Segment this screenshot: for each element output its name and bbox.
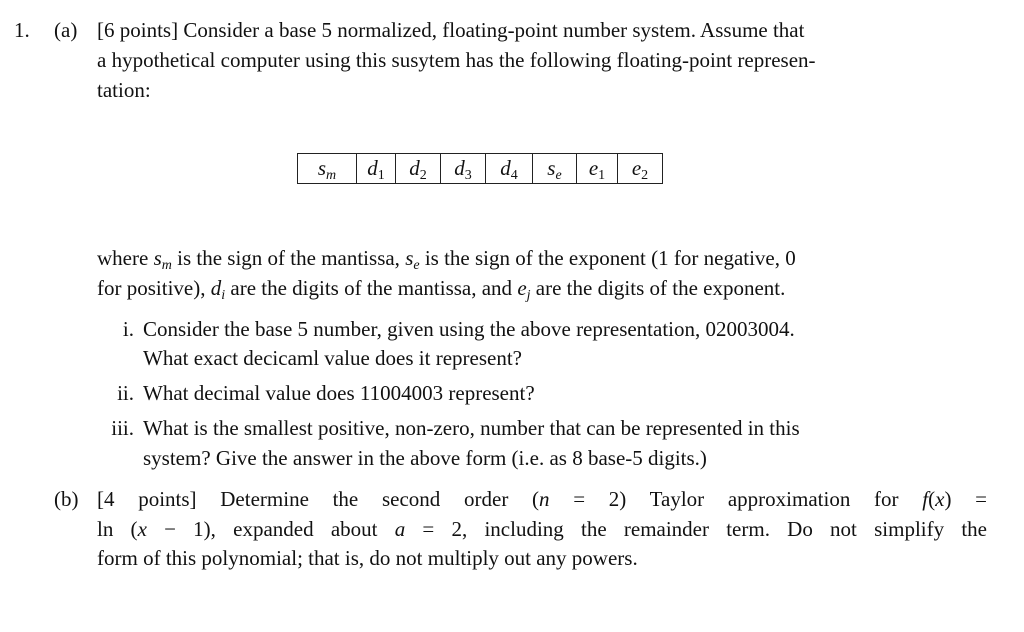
sign-exponent-symbol: $s_e$ xyxy=(405,246,420,273)
where-text: where xyxy=(97,246,154,270)
table-cell: $s_m$ xyxy=(317,156,337,183)
item-iii-line-2: system? Give the answer in the above form (i.e. as 8 base-5 digits.) xyxy=(143,446,707,470)
table-cell: $d_3$ xyxy=(441,154,486,184)
item-ii-line-1: What decimal value does 11004003 represent? xyxy=(143,381,535,405)
exponent-digit-symbol: $e_j$ xyxy=(517,276,531,303)
item-ii-number: ii. xyxy=(117,381,134,405)
where-line-1: where $s_m$ is the sign of the mantissa, $s_e$ is the sign of the exponent (1 for negative, 0 xyxy=(97,246,796,273)
table-cell: $e_2$ xyxy=(618,154,663,184)
item-i-line-1: Consider the base 5 number, given using the above representation, 02003004. xyxy=(143,317,795,341)
table-cell: $e_1$ xyxy=(577,154,618,184)
part-a-intro-line-3: tation: xyxy=(97,78,151,102)
mantissa-digit-symbol: $d_i$ xyxy=(210,276,226,303)
table-cell: $d_4$ xyxy=(486,154,533,184)
part-b-line-1: [4 points] Determine the second order (n = 2) Taylor approximation for f(x) = xyxy=(97,487,987,511)
part-a-intro-line-1: [6 points] Consider a base 5 normalized, floating-point number system. Assume that xyxy=(97,18,805,42)
question-number: 1. xyxy=(14,18,30,42)
representation-row xyxy=(298,154,663,184)
sign-mantissa-symbol: $s_m$ xyxy=(153,246,172,273)
part-a-label: (a) xyxy=(54,18,78,42)
where-line-2: for positive), $d_i$ are the digits of the mantissa, and $e_j$ are the digits of the exponent. xyxy=(97,276,786,303)
item-iii-line-1: What is the smallest positive, non-zero, number that can be represented in this xyxy=(143,416,800,440)
item-i-line-2: What exact decicaml value does it represent? xyxy=(143,346,522,370)
item-iii-number: iii. xyxy=(111,416,134,440)
expansion-point-symbol: a xyxy=(394,517,406,541)
order-symbol: n xyxy=(539,487,550,511)
table-cell: $d_2$ xyxy=(396,154,441,184)
representation-table xyxy=(297,153,663,184)
table-cell: $d_1$ xyxy=(357,154,396,184)
part-b-label: (b) xyxy=(54,487,79,511)
part-a-intro-line-2: a hypothetical computer using this susytem has the following floating-point represen- xyxy=(97,48,816,72)
table-cell: $s_e$ xyxy=(533,154,577,184)
function-symbol: f xyxy=(922,487,929,511)
item-i-number: i. xyxy=(122,317,134,341)
part-b-line-2: ln (x − 1), expanded about a = 2, including the remainder term. Do not simplify the xyxy=(97,517,987,541)
part-b-line-3: form of this polynomial; that is, do not multiply out any powers. xyxy=(97,546,638,570)
